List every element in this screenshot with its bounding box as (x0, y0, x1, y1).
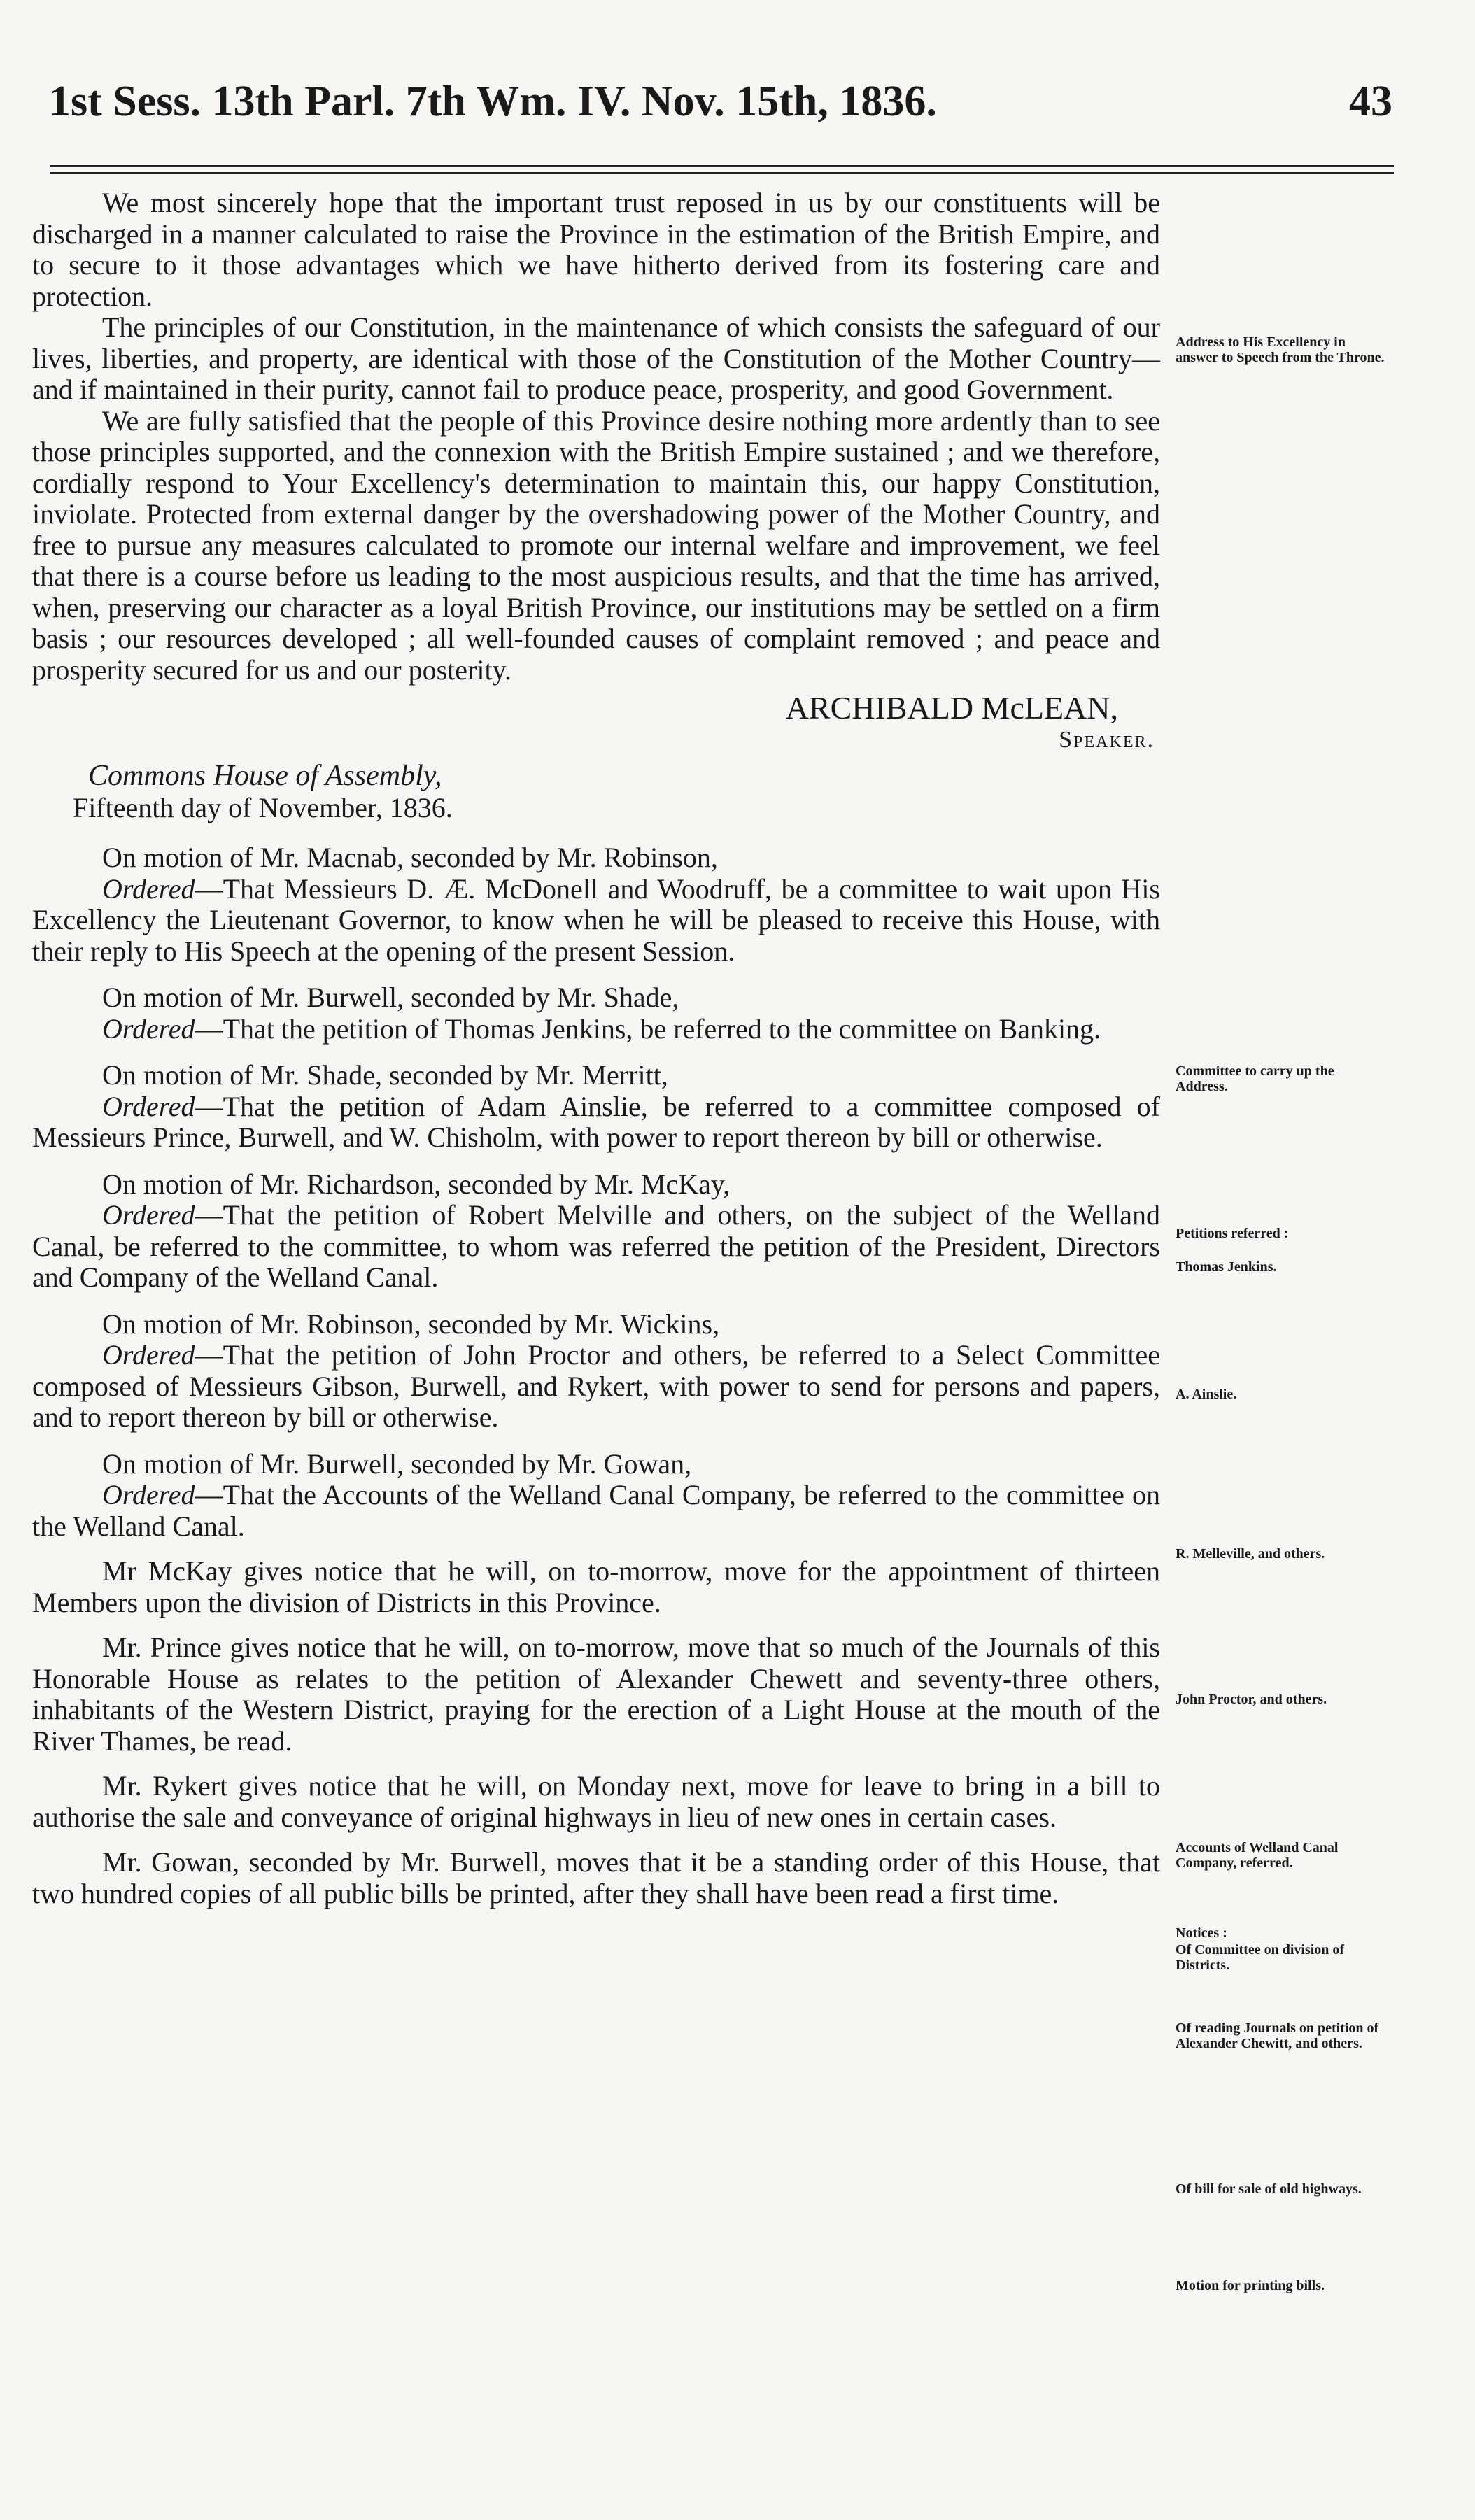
speaker-name: ARCHIBALD McLEAN, (785, 690, 1118, 725)
speaker-title: Speaker. (1059, 727, 1155, 753)
margin-note-committee: Committee to carry up the Address. (1176, 1063, 1334, 1094)
order-text: —That the petition of John Proctor and others, be referred to a Select Committee composed of Messieurs Gibson, Burwell, and Rykert, with power to send for persons and papers, and to report thereon by bill or otherwise. (32, 1339, 1160, 1433)
order-committee-address (32, 874, 1160, 968)
motion-burwell-gowan: On motion of Mr. Burwell, seconded by Mr. Gowan, (102, 1447, 692, 1480)
margin-note-highways: Of bill for sale of old highways. (1176, 2181, 1362, 2197)
motion-richardson-mckay: On motion of Mr. Richardson, seconded by Mr. McKay, (102, 1168, 731, 1200)
notice-mckay: Mr McKay gives notice that he will, on to-morrow, move for the appointment of thirteen Members upon the division of Districts in this Province. (32, 1555, 1160, 1618)
margin-note-petitions: Petitions referred : (1176, 1226, 1289, 1241)
motion-macnab: On motion of Mr. Macnab, seconded by Mr. Robinson, (102, 842, 718, 873)
address-paragraph-2: The principles of our Constitution, in the maintenance of which consists the safeguard of our lives, liberties, and property, are identical with those of the Constitution of the Mother Country—and if maintained in their purity, cannot fail to produce peace, prosperity, and good Government. (32, 311, 1160, 405)
page-number: 43 (1349, 78, 1392, 125)
margin-note-division: Of Committee on division of Districts. (1176, 1942, 1345, 1973)
margin-note-jenkins: Thomas Jenkins. (1176, 1259, 1277, 1275)
motion-robinson-wickins: On motion of Mr. Robinson, seconded by Mr. Wickins, (102, 1308, 720, 1340)
main-text-column (32, 187, 1160, 1909)
notice-rykert: Mr. Rykert gives notice that he will, on Monday next, move for leave to bring in a bill to authorise the sale and conveyance of original highways in lieu of new ones in certain cases. (32, 1770, 1160, 1833)
margin-note-address: Address to His Excellency in answer to Speech from the Throne. (1176, 334, 1385, 365)
address-paragraph-1: We most sincerely hope that the important trust reposed in us by our constituents will be discharged in a manner calculated to raise the Province in the estimation of the British Empire, and to secure to it those advantages which we have hitherto derived from its fostering care and protection. (32, 187, 1160, 312)
ordered-label: Ordered (102, 872, 195, 905)
ordered-label: Ordered (102, 1479, 195, 1510)
ordered-label: Ordered (102, 1012, 195, 1045)
margin-note-proctor: John Proctor, and others. (1176, 1692, 1327, 1707)
order-jenkins (32, 1014, 1160, 1045)
header-rule-bottom (50, 172, 1394, 174)
ordered-label: Ordered (102, 1339, 195, 1371)
order-ainslie (32, 1091, 1160, 1154)
order-welland-accounts (32, 1480, 1160, 1542)
motion-burwell-shade: On motion of Mr. Burwell, seconded by Mr. Shade, (102, 982, 679, 1013)
margin-note-accounts: Accounts of Welland Canal Company, referred. (1176, 1840, 1339, 1871)
running-head: 1st Sess. 13th Parl. 7th Wm. IV. Nov. 15th, 1836. (49, 78, 937, 125)
margin-note-ainslie: A. Ainslie. (1176, 1387, 1237, 1402)
order-proctor (32, 1340, 1160, 1434)
order-text: —That Messieurs D. Æ. McDonell and Woodruff, be a committee to wait upon His Excellency the Lieutenant Governor, to know when he will be pleased to receive this House, with their reply to His Speech at the opening of the present Session. (32, 872, 1160, 967)
assembly-name: Commons House of Assembly, (88, 760, 442, 792)
margin-note-notices: Notices : (1176, 1925, 1227, 1941)
order-text: —That the petition of Thomas Jenkins, be referred to the committee on Banking. (195, 1012, 1101, 1045)
margin-note-melville: R. Melleville, and others. (1176, 1546, 1325, 1562)
order-text: —That the Accounts of the Welland Canal Company, be referred to the committee on the Welland Canal. (32, 1479, 1160, 1542)
page-header (49, 77, 1392, 140)
order-text: —That the petition of Adam Ainslie, be referred to a committee composed of Messieurs Prince, Burwell, and W. Chisholm, with power to report thereon by bill or otherwise. (32, 1090, 1160, 1153)
ordered-label: Ordered (102, 1199, 195, 1231)
margin-note-printing: Motion for printing bills. (1176, 2278, 1325, 2293)
notice-prince: Mr. Prince gives notice that he will, on to-morrow, move that so much of the Journals of this Honorable House as relates to the petition of Alexander Chewett and seventy-three others, inhabitants of the Western District, praying for the erection of a Light House at the mouth of the River Thames, be read. (32, 1631, 1160, 1757)
margin-note-journals: Of reading Journals on petition of Alexander Chewitt, and others. (1176, 2020, 1379, 2051)
motion-shade-merritt: On motion of Mr. Shade, seconded by Mr. Merritt, (102, 1059, 668, 1091)
order-melville (32, 1200, 1160, 1294)
header-rule-top (50, 165, 1394, 167)
assembly-date: Fifteenth day of November, 1836. (73, 792, 453, 823)
ordered-label: Ordered (102, 1090, 195, 1122)
address-paragraph-3: We are fully satisfied that the people of this Province desire nothing more ardently than to see those principles supported, and the connexion with the British Empire sustained ; and we therefore, cordially respond to Your Excellency's determination to maintain this, our happy Constitution, inviolate. Protected from external danger by the overshadowing power of the Mother Country, and free to pursue any measures calculated to promote our internal welfare and improvement, we feel that there is a course before us leading to the most auspicious results, and that the time has arrived, when, preserving our character as a loyal British Province, our institutions may be settled on a firm basis ; our resources developed ; all well-founded causes of complaint removed ; and peace and prosperity secured for us and our posterity. (32, 404, 1160, 686)
order-text: —That the petition of Robert Melville and others, on the subject of the Welland Canal, be referred to the committee, to whom was referred the petition of the President, Directors and Company of the Welland Canal. (32, 1199, 1160, 1293)
motion-gowan-printing: Mr. Gowan, seconded by Mr. Burwell, moves that it be a standing order of this House, that two hundred copies of all public bills be printed, after they shall have been read a first time. (32, 1846, 1160, 1909)
